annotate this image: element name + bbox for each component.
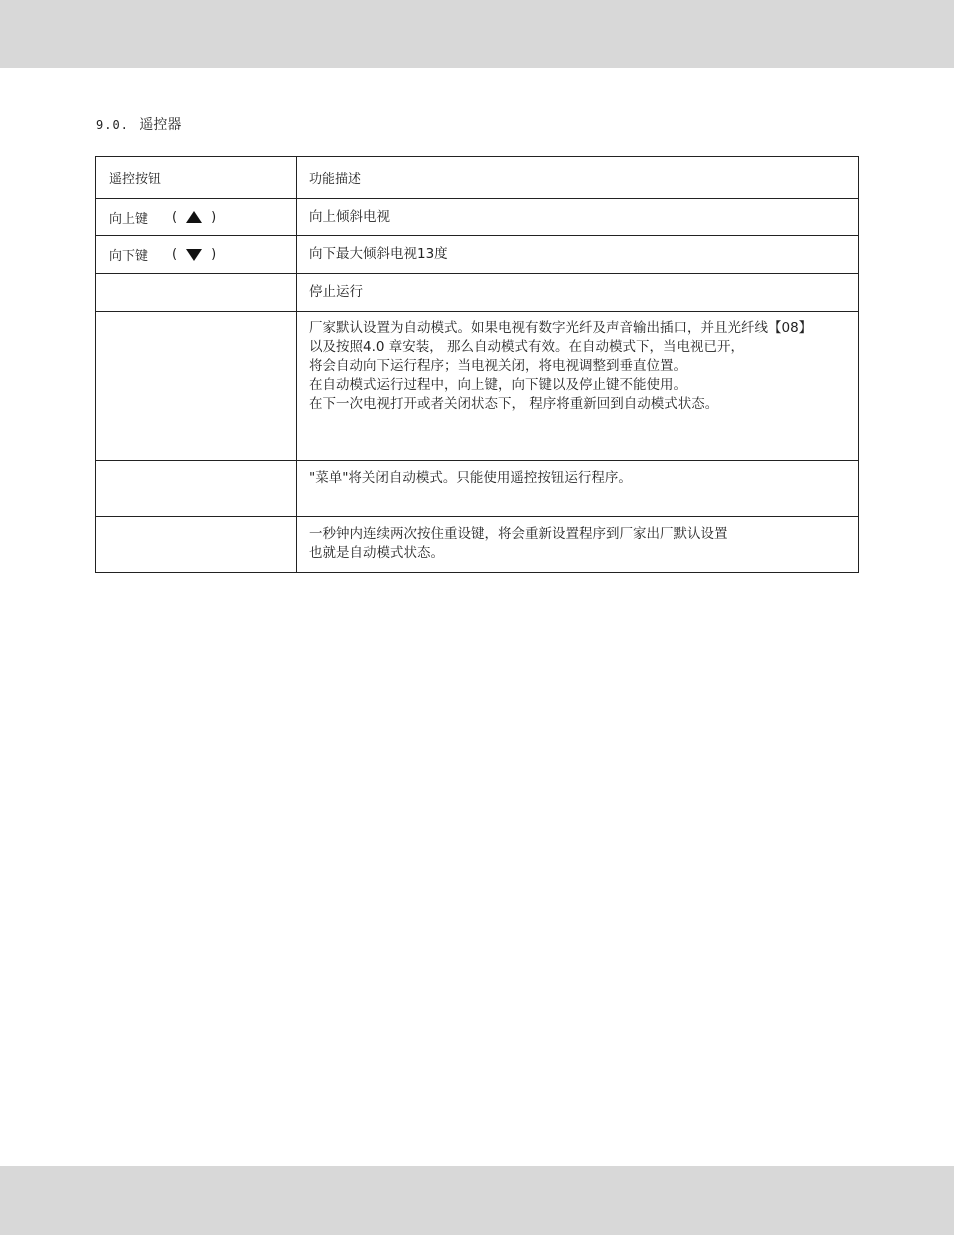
- down-key-label: 向下键: [109, 249, 149, 264]
- key-cell: [96, 199, 297, 236]
- table-row: [96, 274, 859, 312]
- up-key-desc: 向上倾斜电视: [309, 208, 390, 225]
- key-cell: [96, 236, 297, 274]
- auto-mode-line: 以及按照4.0 章安装， 那么自动模式有效。在自动模式下，当电视已开，: [309, 339, 745, 355]
- reset-line: 也就是自动模式状态。: [309, 545, 444, 561]
- paren-close: ): [211, 209, 217, 225]
- header-key-cell: [96, 157, 297, 199]
- paren-close: ): [211, 247, 217, 262]
- table-row: [96, 312, 859, 461]
- up-key-label: 向上键: [109, 211, 149, 227]
- key-cell: [96, 461, 297, 517]
- table-row: [96, 236, 859, 274]
- paren-open: (: [172, 209, 178, 225]
- desc-cell: [297, 312, 859, 461]
- auto-mode-line: 厂家默认设置为自动模式。如果电视有数字光纤及声音输出插口，并且光纤线【08】: [309, 320, 813, 336]
- desc-cell: [297, 236, 859, 274]
- section-title-text: 遥控器: [139, 117, 182, 133]
- reset-line: 一秒钟内连续两次按住重设键，将会重新设置程序到厂家出厂默认设置: [309, 526, 728, 542]
- remote-control-table: [95, 156, 859, 573]
- table-header-row: [96, 157, 859, 199]
- table-row: [96, 461, 859, 517]
- header-desc-cell: [297, 157, 859, 199]
- top-gray-band: [0, 0, 954, 68]
- stop-desc: 停止运行: [309, 284, 363, 300]
- auto-mode-line: 将会自动向下运行程序；当电视关闭，将电视调整到垂直位置。: [309, 358, 687, 374]
- paren-open: (: [172, 247, 178, 262]
- key-cell: [96, 517, 297, 573]
- section-number: 9.0.: [96, 118, 129, 132]
- desc-cell: [297, 461, 859, 517]
- auto-mode-line: 在自动模式运行过程中，向上键，向下键以及停止键不能使用。: [309, 377, 687, 393]
- bottom-gray-band: [0, 1166, 954, 1235]
- key-cell: [96, 274, 297, 312]
- desc-cell: [297, 199, 859, 236]
- triangle-down-icon: [186, 249, 202, 261]
- header-desc-label: 功能描述: [309, 172, 362, 187]
- section-heading: [96, 116, 181, 134]
- header-key-label: 遥控按钮: [109, 172, 162, 187]
- key-cell: [96, 312, 297, 461]
- menu-desc: "菜单"将关闭自动模式。只能使用遥控按钮运行程序。: [309, 470, 632, 486]
- auto-mode-desc: [309, 319, 854, 414]
- reset-desc: [309, 525, 854, 563]
- triangle-up-icon: [186, 211, 202, 223]
- desc-cell: [297, 274, 859, 312]
- auto-mode-line: 在下一次电视打开或者关闭状态下， 程序将重新回到自动模式状态。: [309, 396, 719, 412]
- table-row: [96, 517, 859, 573]
- table-row: [96, 199, 859, 236]
- down-key-desc: 向下最大倾斜电视13度: [309, 246, 448, 262]
- desc-cell: [297, 517, 859, 573]
